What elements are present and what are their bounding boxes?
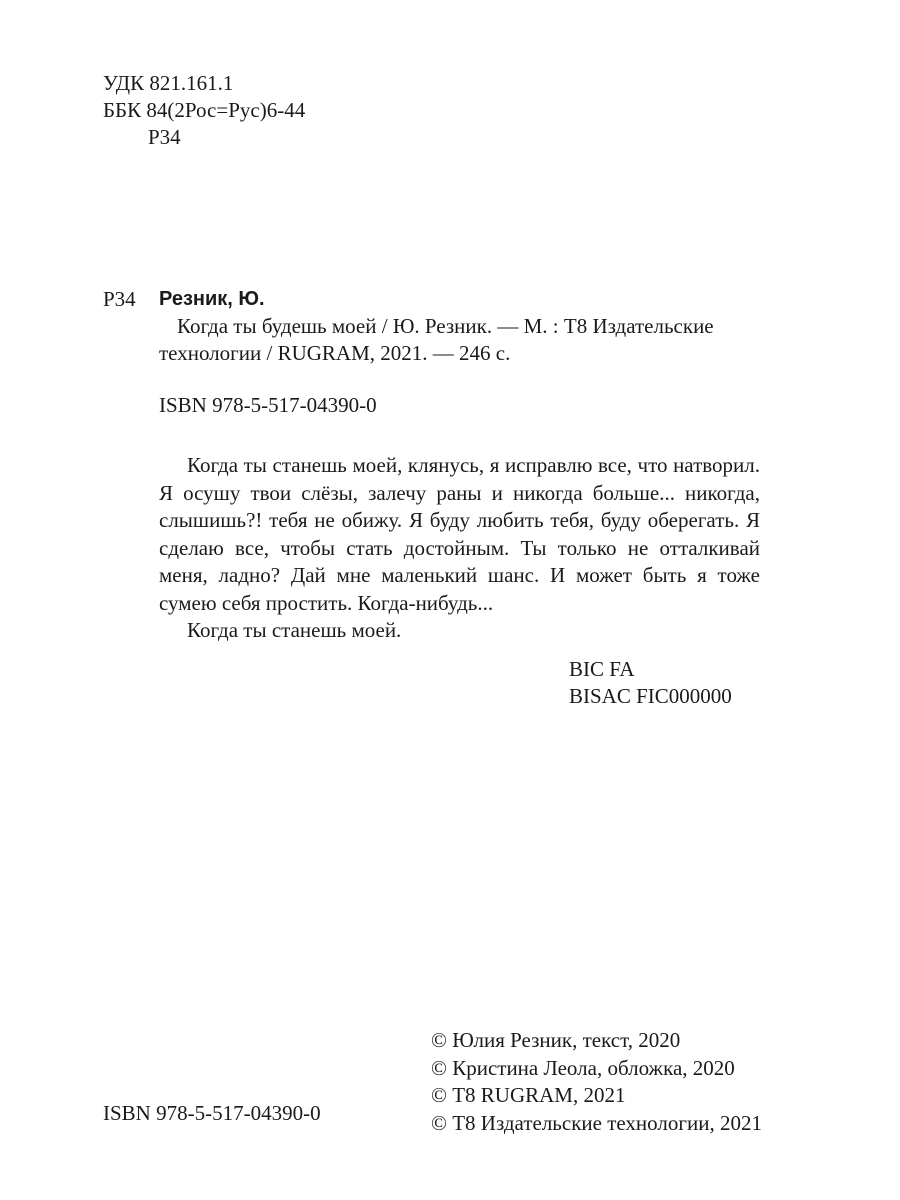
copyright-line: © Юлия Резник, текст, 2020 (431, 1028, 681, 1052)
entry-description-line-2: технологии / RUGRAM, 2021. — 246 с. (159, 341, 511, 365)
copyright-line: © Т8 Издательские технологии, 2021 (431, 1110, 762, 1135)
copyright-line: © Кристина Леола, обложка, 2020 (431, 1055, 735, 1080)
author-mark: Р34 (148, 125, 181, 149)
annotation (159, 452, 760, 645)
annotation-paragraph-2: Когда ты станешь моей. (187, 618, 402, 642)
entry-isbn: ISBN 978-5-517-04390-0 (159, 393, 377, 417)
entry-author-mark: Р34 (103, 287, 136, 311)
bic-code: BIC FA (569, 657, 635, 681)
footer-isbn: ISBN 978-5-517-04390-0 (103, 1101, 321, 1125)
bisac-code: BISAC FIC000000 (569, 684, 732, 708)
entry-author: Резник, Ю. (159, 288, 265, 310)
bbk-code: ББК 84(2Рос=Рус)6-44 (103, 98, 306, 122)
annotation-paragraph-1: Когда ты станешь моей, клянусь, я исправлю все, что натворил. Я осушу твои слёзы, залечу раны и никогда больше... никогда, слышишь?! тебя не обижу. Я буду любить тебя, буду оберегать. Я сделаю все, чтобы стать достойным. Ты только не отталкивай меня, ладно? Дай мне маленький шанс. И может быть я тоже сумею себя простить. Когда-нибудь... (159, 453, 760, 615)
entry-description-line-1: Когда ты будешь моей / Ю. Резник. — М. : Т8 Издательские (177, 314, 714, 338)
copyright-line: © Т8 RUGRAM, 2021 (431, 1083, 626, 1107)
udk-code: УДК 821.161.1 (103, 71, 234, 95)
copyright-block (431, 1027, 762, 1137)
